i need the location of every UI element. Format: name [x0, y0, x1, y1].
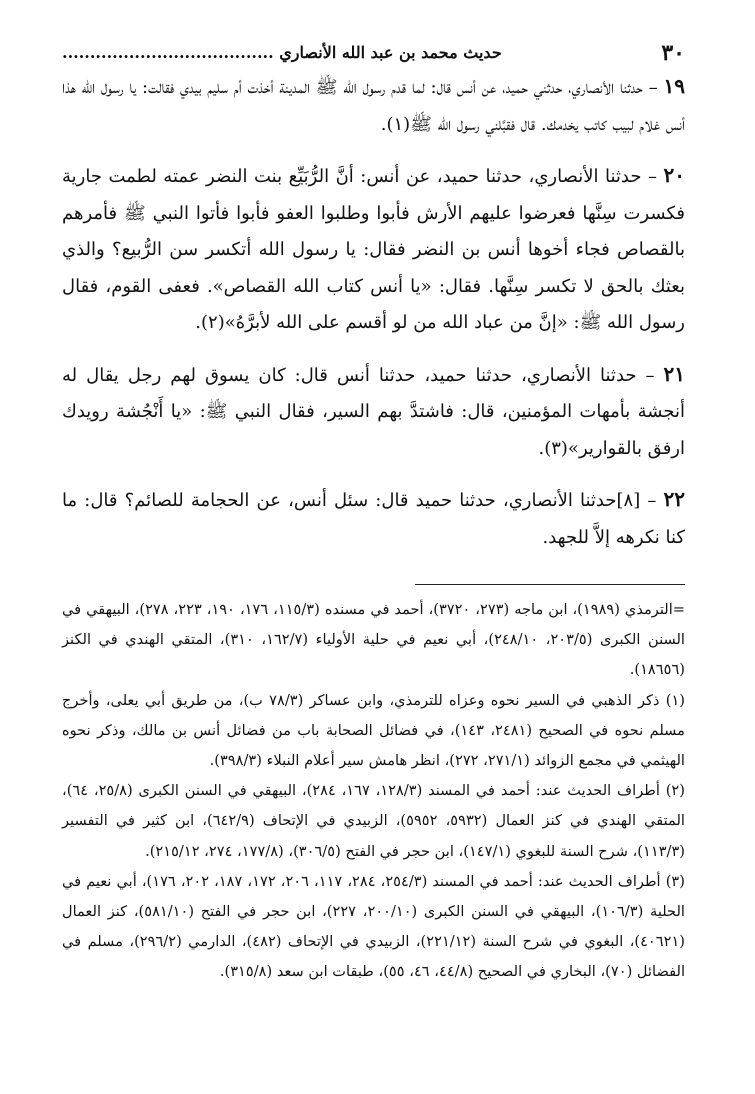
footnote-marker: (٢) [665, 782, 685, 800]
hadith-text: – [٨]حدثنا الأنصاري، حدثنا حميد قال: سئل أنس، عن الحجامة للصائم؟ قال: ما كنا نكرهه إلاَّ للجهد. [62, 490, 685, 548]
hadith-paragraph [62, 356, 685, 468]
footnote-text: ذكر الذهبي في السير نحوه وعزاه للترمذي، وابن عساكر (٧٨/٣ ب)، من طريق أبي يعلى، وأخرج مسلم نحوه في الصحيح (٢٤٨١، ١٤٣)، في فضائل الصحابة باب من فضائل أنس بن مالك، وذكر نحوه الهيثمي في مجمع الزوائد (٢٧١/١، ٢٧٢)، انظر هامش سير أعلام النبلاء (٣٩٨/٣). [62, 691, 685, 770]
running-header [62, 36, 685, 68]
footnote-text: أطراف الحديث عند: أحمد في المسند (١٢٨/٣، ١٦٧، ٢٨٤)، البيهقي في السنن الكبرى (٢٥/٨، ٦٤)، المتقي الهندي في كنز العمال (٥٩٣٢، ٥٩٥٢)، الزبيدي في الإتحاف (٦٤٢/٩)، ابن كثير في التفسير (١١٣/٣)، شرح السنة للبغوي (١٤٧/١)، ابن حجر في الفتح (٣٠٦/٥)، (١٧٧/٨، ٢٧٤، ٢١٥/١٢). [62, 782, 685, 860]
footnote [62, 595, 685, 686]
footnote-divider [415, 584, 685, 585]
hadith-number: ١٩ [663, 74, 685, 98]
hadith-text: – حدثنا الأنصاري، حدثني حميد، عن أنس قال: لما قدم رسول الله ﷺ المدينة أخذت أم سليم بيدي فقالت: يا رسول الله هذا أنس غلام لبيب كاتب يخدمك. قال فقبَّلني رسول الله ﷺ(١). [62, 77, 685, 135]
footnote-marker: (٣) [665, 872, 685, 890]
page-number: ٣٠ [661, 40, 685, 66]
hadith-number: ٢١ [663, 361, 685, 386]
hadith-text: – حدثنا الأنصاري، حدثنا حميد، حدثنا أنس قال: كان يسوق لهم رجل يقال له أنجشة بأمهات المؤمنين، قال: فاشتدَّ بهم السير، فقال النبي ﷺ: «يا أَنْجُشة رويدك ارفق بالقوارير»(٣). [62, 364, 685, 459]
footnote [62, 867, 685, 988]
hadith-paragraph [62, 481, 685, 556]
footnote-text: =الترمذي (١٩٨٩)، ابن ماجه (٢٧٣، ٣٧٢٠)، أحمد في مسنده (١١٥/٣، ١٧٦، ١٩٠، ٢٢٣، ٢٧٨)، البيهقي في السنن الكبرى (٢٠٣/٥، ٢٤٨/١٠)، أبي نعيم في حلية الأولياء (١٦٢/٧، ٣١٠)، المتقي الهندي في الكنز (١٨٦٥٦). [62, 601, 685, 679]
footnote [62, 686, 685, 777]
main-text [62, 68, 685, 556]
hadith-number: ٢٢ [663, 487, 685, 511]
running-title: حديث محمد بن عبد الله الأنصاري ...................................... [62, 43, 502, 62]
hadith-paragraph [62, 68, 685, 143]
hadith-text: – حدثنا الأنصاري، حدثنا حميد، عن أنس: أنَّ الرُّبَيِّع بنت النضر عمته لطمت جارية فكسرت سِنَّها فعرضوا عليهم الأرش فأبوا وطلبوا العفو فأبوا فأتوا النبي ﷺ فأمرهم بالقصاص فجاء أخوها أنس بن النضر فقال: يا رسول الله أتكسر سن الرُّبيع؟ والذي بعثك بالحق لا تكسر سِنَّها. فقال: «يا أنس كتاب الله القصاص». فعفى القوم، فقال رسول الله ﷺ: «إنَّ من عباد الله من لو أقسم على الله لأبرَّهُ»(٢). [62, 166, 685, 333]
footnotes [62, 595, 685, 988]
hadith-paragraph [62, 157, 685, 342]
footnote [62, 776, 685, 867]
footnote-text: أطراف الحديث عند: أحمد في المسند (٢٥٤/٣، ٢٨٤، ١١٧، ٢٠٦، ١٧٢، ١٨٧، ٢٠٢، ١٧٦)، أبي نعيم في الحلية (١٠٦/٣)، البيهقي في السنن الكبرى (٢٠٠/١٠، ٢٢٧)، ابن حجر في الفتح (٥٨١/١٠)، كنز العمال (٤٠٦٢١)، البغوي في شرح السنة (٢٢١/١٢)، الزبيدي في الإتحاف (٤٨٢)، الدارمي (٢٩٦/٢)، مسلم في الفضائل (٧٠)، البخاري في الصحيح (٤٤/٨، ٤٦، ٥٥)، طبقات ابن سعد (٣١٥/٨). [62, 872, 685, 981]
hadith-number: ٢٠ [663, 163, 685, 187]
footnote-marker: (١) [665, 691, 685, 709]
